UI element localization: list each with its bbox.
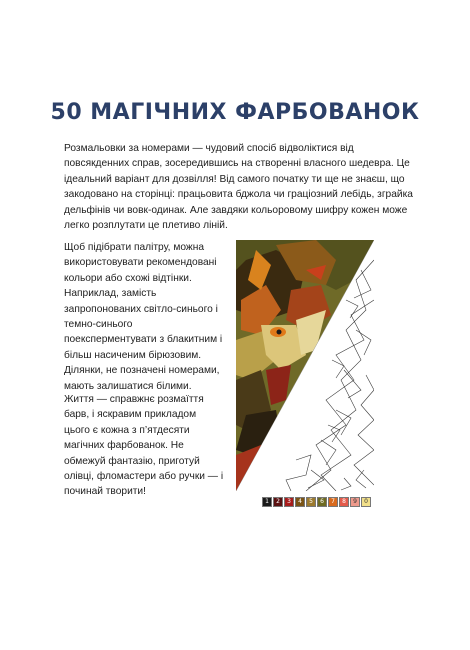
color-swatch: 5 xyxy=(306,497,316,507)
color-swatch: 9 xyxy=(350,497,360,507)
color-swatch: 4 xyxy=(295,497,305,507)
color-key xyxy=(262,497,371,507)
wolf-illustration xyxy=(236,240,374,491)
color-swatch: 2 xyxy=(273,497,283,507)
color-swatch: 1 xyxy=(262,497,272,507)
palette-tip-paragraph: Щоб підібрати палітру, можна використовувати рекомендовані кольори або схожі відтінки. Наприклад, замість запропонованих світло-синього і темно-синього поексперментувати з блакитним і більш насиченим бірюзовим. Ділянки, не позначені номерами, мають залишатися білими. xyxy=(64,242,223,392)
color-swatch: 7 xyxy=(328,497,338,507)
color-swatch: 6 xyxy=(317,497,327,507)
color-swatch: 0 xyxy=(361,497,371,507)
color-swatch: 8 xyxy=(339,497,349,507)
intro-paragraph: Розмальовки за номерами — чудовий спосіб відволіктися від повсякденних справ, зосередившись на створенні власного шедевра. Це ідеальний варіант для дозвілля! Від самого початку ти ще не знаєш, що закодовано на сторінці: працьовита бджола чи граціозний лебідь, зграйка дельфінів чи вовк-одинак. Але завдяки кольоровому шифру кожен може легко розплутати це плетиво ліній. xyxy=(64,143,413,232)
page-title: 50 МАГІЧНИХ ФАРБОВАНОК xyxy=(50,100,420,125)
color-swatch: 3 xyxy=(284,497,294,507)
closing-paragraph: Життя — справжнє розмаїття барв, і яскравим прикладом цього є кожна з п’ятдесяти магічних фарбованок. Не обмежуй фантазію, приготуй олівці, фломастери або ручки — і починай творити! xyxy=(64,394,224,498)
